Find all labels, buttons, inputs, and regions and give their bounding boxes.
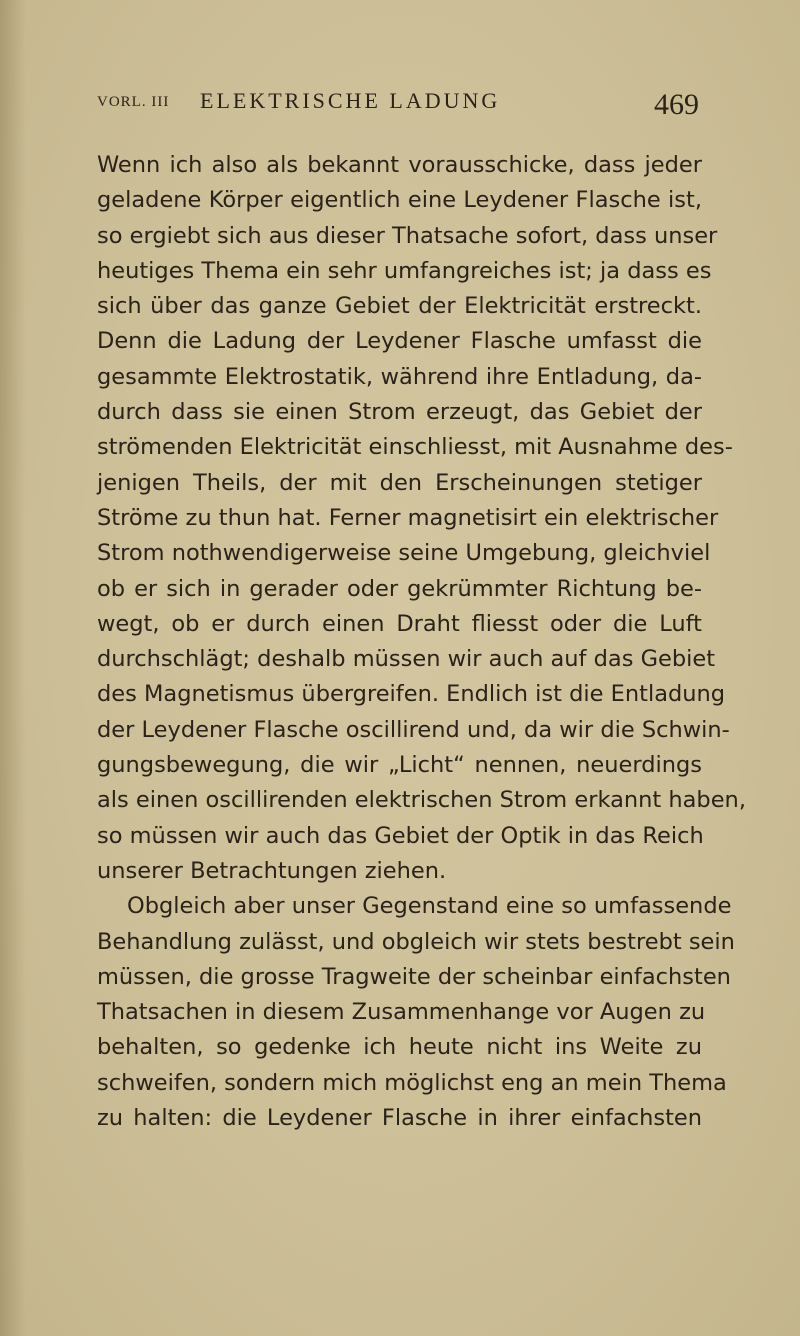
text-line: so ergiebt sich aus dieser Thatsache sofort, dass unser [97, 222, 718, 249]
text-line: ob er sich in gerader oder gekrümmter Richtung be- [97, 575, 702, 602]
body-text [97, 148, 746, 1136]
text-line: gesammte Elektrostatik, während ihre Entladung, da- [97, 363, 702, 390]
text-line: so müssen wir auch das Gebiet der Optik in das Reich [97, 822, 704, 849]
text-line: wegt, ob er durch einen Draht fliesst oder die Luft [97, 610, 702, 637]
text-line: als einen oscillirenden elektrischen Strom erkannt haben, [97, 787, 746, 814]
text-line: Wenn ich also als bekannt vorausschicke, dass jeder [97, 152, 702, 178]
text-line: schweifen, sondern mich möglichst eng an mein Thema [97, 1069, 727, 1096]
page-number: 469 [654, 88, 699, 121]
text-line: behalten, so gedenke ich heute nicht ins Weite zu [97, 1034, 702, 1061]
text-line: Behandlung zulässt, und obgleich wir stets bestrebt sein [97, 928, 735, 955]
running-head [97, 88, 699, 128]
text-line: durch dass sie einen Strom erzeugt, das Gebiet der [97, 399, 702, 426]
text-line: sich über das ganze Gebiet der Elektricität erstreckt. [97, 293, 702, 320]
text-line: des Magnetismus übergreifen. Endlich ist die Entladung [97, 681, 726, 708]
text-line: jenigen Theils, der mit den Erscheinungen stetiger [97, 469, 702, 496]
text-line: gungsbewegung, die wir „Licht“ nennen, neuerdings [97, 752, 702, 779]
text-line: durchschlägt; deshalb müssen wir auch auf das Gebiet [97, 646, 716, 673]
text-line: müssen, die grosse Tragweite der scheinbar einfachsten [97, 963, 731, 990]
text-line: Strom nothwendigerweise seine Umgebung, gleichviel [97, 540, 711, 567]
text-line: zu halten: die Leydener Flasche in ihrer einfachsten [97, 1105, 702, 1132]
paragraph-start-line: Obgleich aber unser Gegenstand eine so umfassende [127, 893, 732, 920]
text-line: strömenden Elektricität einschliesst, mit Ausnahme des- [97, 434, 733, 461]
text-line: Denn die Ladung der Leydener Flasche umfasst die [97, 328, 702, 355]
spine-shadow [0, 0, 26, 1336]
lecture-label: VORL. III [97, 94, 170, 110]
page-heading: ELEKTRISCHE LADUNG [200, 88, 501, 113]
text-line: der Leydener Flasche oscillirend und, da wir die Schwin- [97, 716, 730, 743]
text-line: Ströme zu thun hat. Ferner magnetisirt ein elektrischer [97, 504, 719, 531]
text-line: heutiges Thema ein sehr umfangreiches ist; ja dass es [97, 257, 712, 284]
text-line: Thatsachen in diesem Zusammenhange vor Augen zu [97, 999, 706, 1026]
paragraph-end-line: unserer Betrachtungen ziehen. [97, 857, 447, 884]
text-line: geladene Körper eigentlich eine Leydener Flasche ist, [97, 187, 702, 214]
